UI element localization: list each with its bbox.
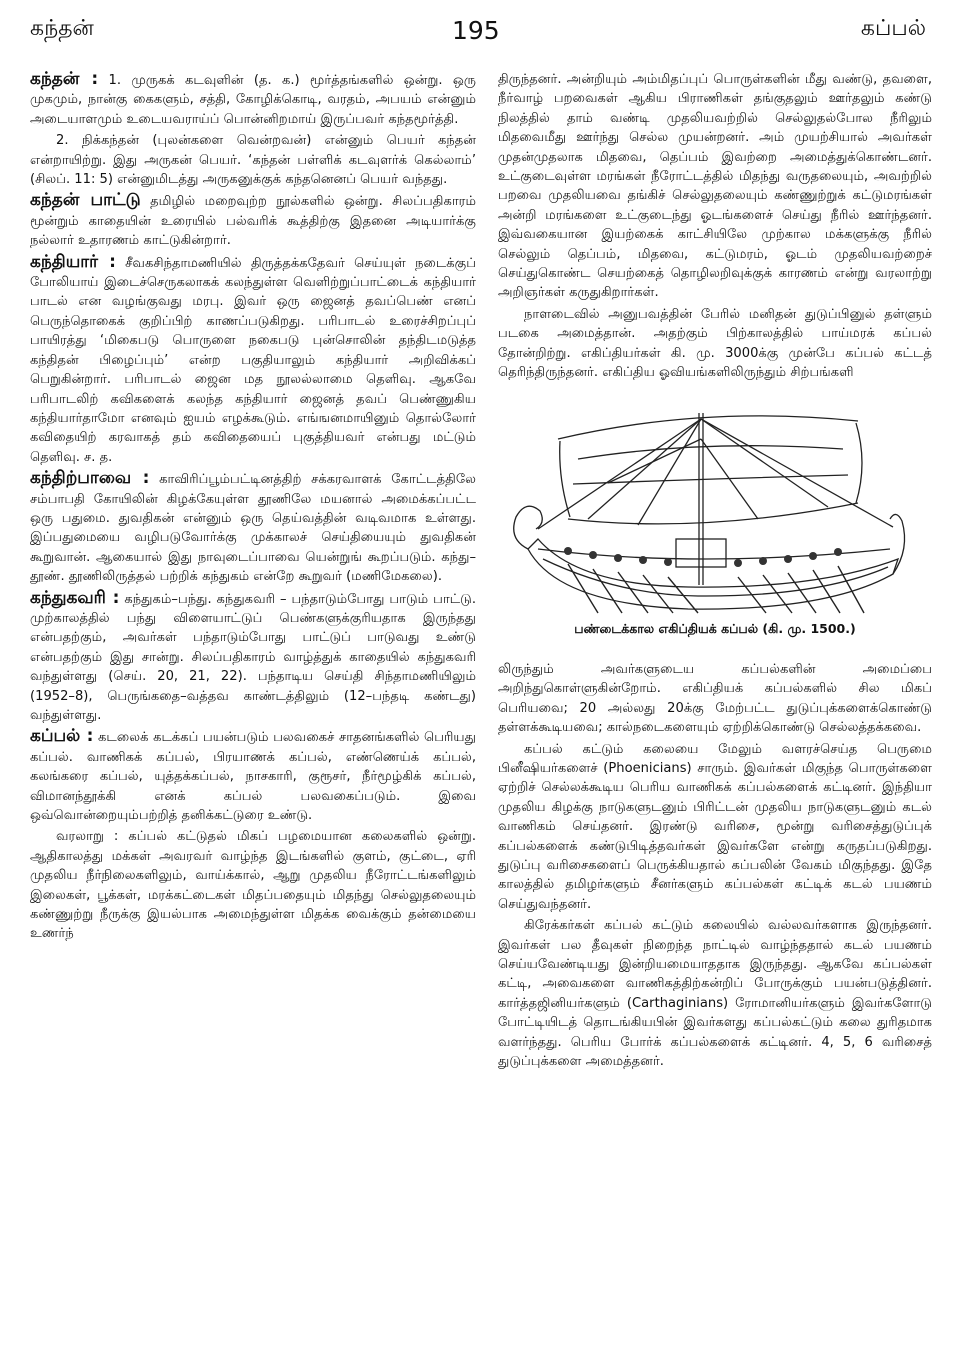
deck-cabin: [676, 539, 726, 567]
bow-ornament: [514, 506, 543, 549]
entry-text: 2. நிக்கந்தன் (புலன்களை வென்றவன்) என்னும் பெயர் கந்தன் என்றாயிற்று. இது அருகன் பெயர். ‘கந்தன் பள்ளிக் கடவுளர்க் கெல்லாம்’ (சிலப். 11: 5) என்னுமிடத்து அருகனுக்குக் கந்தனெனப் பெயர் வந்தது.: [30, 133, 476, 188]
headword: கப்பல் :: [30, 726, 94, 747]
entry-text: காவிரிப்பூம்பட்டினத்திற் சக்கரவாளக் கோட்டத்திலே சம்பாபதி கோயிலின் கிழக்கேயுள்ள தூணிலே மயனால் அமைக்கப்பட்ட ஒரு பதுமை. துவதிகன் என்னும் ஒரு தெய்வத்தின் வடிவமாக உள்ளது. இப்பதுமையை வழிபடுவோர்க்கு முக்காலச் செய்தியையும் துவதிகன் கூறுவான். ஆகையால் இது நாவுடைப்பாவை யென்றுங் கூறப்படும். கந்து–தூண். தூணிலிருத்தல் பற்றிக் கந்துகம் என்றே கூறுவர் (மணிமேகலை).: [30, 472, 476, 585]
entry-kandhiyaar: [30, 253, 476, 467]
rigging: [538, 419, 701, 529]
headword: கந்துகவரி :: [30, 587, 120, 608]
headword: கந்தன் :: [30, 69, 99, 89]
entry-text: வரலாறு : கப்பல் கட்டுதல் மிகப் பழமையான கலைகளில் ஒன்று. ஆதிகாலத்து மக்கள் அவரவர் வாழ்ந்த இடங்களில் குளம், குட்டை, ஏரி முதலிய நீர்நிலைகளிலும், வாய்க்கால், ஆறு முதலிய நீரோட்டங்களிலும் இலைகள், பூக்கள், மரக்கட்டைகள் மிதப்பதையும் மிதந்து செல்லுதலையும் கண்ணுற்று நீருக்கு இயல்பாக அமைந்துள்ள மிதக்க வைக்கும் தன்மையை உணர்ந்: [30, 829, 476, 942]
egyptian-ship-illustration: [498, 399, 932, 615]
oars: [568, 564, 864, 613]
page-number: 195: [452, 16, 500, 45]
entry-kandhukavari: [30, 589, 476, 726]
stern-post: [890, 514, 905, 574]
paragraph: லிருந்தும் அவர்களுடைய கப்பல்களின் அமைப்பை அறிந்துகொள்ளுகின்றோம். எகிப்தியக் கப்பல்களில் சில மிகப் பெரியவை; 20 அல்லது 20க்கு மேற்பட்ட துடுப்புக்களைக்கொண்டு தள்ளக்கூடியவை; கால்நடைகளையும் ஏற்றிக்கொண்டு செல்லத்தக்கவை.: [498, 661, 932, 736]
running-head-left: கந்தன்: [30, 16, 94, 41]
left-column: [30, 70, 476, 946]
entry-text: 1. முருகக் கடவுளின் (த. க.) மூர்த்தங்களில் ஒன்று. ஒரு முகமும், நான்கு கைகளும், சத்தி, கோழிக்கொடி, வரதம், அபயம் என்னும் அடையாளமும் உடையவராய்ப் பொன்னிறமாய் இருப்பவர் கந்தமூர்த்தி.: [30, 73, 476, 127]
headword: கந்திற்பாவை :: [30, 468, 150, 489]
entry-text: தமிழில் மறைவுற்ற நூல்களில் ஒன்று. சிலப்பதிகாரம் மூன்றும் காதையின் உரையில் பல்வரிக் கூத்திற்கு இதனை அடியார்க்கு நல்லார் உதாரணம் காட்டுகின்றார்.: [30, 194, 476, 249]
entry-kandhan-2: [30, 131, 476, 189]
upper-yard: [558, 415, 858, 438]
paragraph: திருந்தனர். அன்றியும் அம்மிதப்புப் பொருள்களின் மீது வண்டு, தவளை, நீர்வாழ் பறவைகள் ஆகிய பிராணிகள் தங்குதலும் ஊர்தலும் கண்டு நிலத்தில் தாம் வண்டி முதலியவற்றில் செல்லுதல்போல நீரிலும் மிதவைமீது ஊர்ந்து செல்ல முயன்றனர். அம் முயற்சியால் அவர்கள் முதன்முதலாக மிதவை, தெப்பம் இவற்றை அமைத்துக்கொண்டனர். உட்குடைவுள்ள மரங்கள் நீரோட்டத்தில் மிதந்து வருதலையும், அவற்றில் பறவை முதலியவை தங்கிச் செல்லுதலையும் கண்ணுற்றுக் கட்டுமரங்கள் அன்றி மரங்களை உட்குடைந்து ஓடங்களைச் செய்து நீரில் ஊர்ந்தனர். இவ்வகையான இயற்கைக் காட்சியிலே முற்கால மக்களுக்கு நீரில் செல்லும் தெப்பம், மிதவை, கட்டுமரம், ஓடம் முதலியவற்றைச் செய்துகொண்ட செயற்கைத் தொழிலறிவுக்குக் காரணம் என்று வரலாற்று அறிஞர்கள் கருதுகிறார்கள்.: [498, 72, 932, 301]
headword: கந்தன் பாட்டு: [30, 190, 141, 211]
lower-yard: [568, 503, 858, 524]
entry-kandhirpaavai: [30, 469, 476, 586]
entry-text: கந்துகம்–பந்து. கந்துகவரி – பந்தாடும்போது பாடும் பாட்டு. முற்காலத்தில் பந்து விளையாட்டுப் பெண்களுக்குரியதாக இருந்தது என்பதற்கும், அவர்கள் பந்தாடும்போது பாட்டுப் பாடுவது உண்டு என்பதற்கும் இது சான்று. சிலப்பதிகாரம் வாழ்த்துக் காதையில் கந்துகவரி வந்துள்ளது (செய். 20, 21, 22). பந்தாடிய செய்தி சிந்தாமணியிலும் (1952–8), பெருங்கதை–வத்தவ காண்டத்திலும் (12–பந்தடி கண்டது) வந்துள்ளது.: [30, 591, 476, 723]
entry-kappal: [30, 727, 476, 825]
paragraph: கிரேக்கர்கள் கப்பல் கட்டும் கலையில் வல்லவர்களாக இருந்தனர். இவர்கள் பல தீவுகள் நிறைந்த நாட்டில் வாழ்ந்ததால் கடல் பயணம் செய்யவேண்டியது இன்றியமையாததாக இருந்தது. ஆகவே கப்பல்கள் கட்டி, அவைகளை வாணிகத்திற்கன்றிப் போருக்கும் பயன்படுத்தினர். கார்த்தஜினியர்களும் (Carthaginians) ரோமானியர்களும் இவர்களோடு போட்டியிடத் தொடங்கியபின் இவர்களது கப்பல்கட்டும் கலை துரிதமாக வளர்ந்தது. பெரிய போர்க் கப்பல்களைக் கட்டினர். 4, 5, 6 வரிசைத் துடுப்புக்களை அமைத்தனர்.: [498, 918, 932, 1070]
entry-kandhan-1: [30, 70, 476, 129]
ship-drawing: [498, 399, 932, 615]
right-column: [498, 70, 932, 1073]
headword: கந்தியார் :: [30, 251, 116, 272]
paragraph: கப்பல் கட்டும் கலையை மேலும் வளரச்செய்த பெருமை பினீஷியர்களைச் (Phoenicians) சாரும். இவர்கள் மிகுந்த பொருள்களை ஏற்றிச் செல்லக்கூடிய பெரிய வாணிகக் கப்பல்களைக் கட்டினர். இந்தியா முதலிய கிழக்கு நாடுகளுடனும் பிரிட்டன் முதலிய நாடுகளுடனும் கடல் வாணிகம் செய்தனர். இரண்டு வரிசை, மூன்று வரிசைத்துடுப்புக் கப்பல்களைக் கண்டுபிடித்தவர்கள் இவர்களே என்று கருதப்படுகிறது. துடுப்பு வரிசைகளைப் பெருக்கியதால் கப்பலின் வேகம் மிகுந்தது. இதே காலத்தில் தமிழர்களும் சீனர்களும் கப்பல்கள் கட்டிக் கடல் பயணம் செய்துவந்தனர்.: [498, 741, 932, 912]
entry-kappal-history: [30, 827, 476, 943]
running-head-right: கப்பல்: [860, 16, 926, 41]
figure-caption: பண்டைக்கால எகிப்தியக் கப்பல் (கி. மு. 1500.): [574, 620, 856, 636]
entry-kandhan-paattu: [30, 191, 476, 250]
paragraph: நாளடைவில் அனுபவத்தின் பேரில் மனிதன் துடுப்பினுல் தள்ளும் படகை அமைத்தான். அதற்கும் பிற்காலத்தில் பாய்மரக் கப்பல் தோன்றிற்று. எகிப்தியர்கள் கி. மு. 3000க்கு முன்பே கப்பல் கட்டத் தெரிந்திருந்தனர். எகிப்திய ஓவியங்களிலிருந்தும் சிற்பங்களி: [498, 306, 932, 381]
entry-text: கடலைக் கடக்கப் பயன்படும் பலவகைச் சாதனங்களில் பெரியது கப்பல். வாணிகக் கப்பல், பிரயாணக் கப்பல், எண்ணெய்க் கப்பல், கலங்கரை கப்பல், யுத்தக்கப்பல், நாசகாரி, குரூசர், நீர்மூழ்கிக் கப்பல், விமானந்தூக்கி எனக் கப்பல் பலவகைப்படும். இவை ஒவ்வொன்றையும்பற்றித் தனிக்கட்டுரை உண்டு.: [30, 730, 476, 824]
entry-text: சீவகசிந்தாமணியில் திருத்தக்கதேவர் செய்யுள் நடைக்குப் போலியாய் இடைச்செருகலாகக் கலந்துள்ள வெளிற்றுப்பாட்டைக் கந்தியார் பாடல் என வழங்குவது மரபு. இவர் ஒரு ஜைனத் தவப்பெண் எனப் பெருந்தொகைக் குறிப்பிற் காணப்படுகிறது. பரிபாடல் உரைச்சிறப்புப் பாயிரத்து ‘மிகைபடு பொருளை நகைபடு புன்சொலின் தந்திடமடுத்த கந்திதன் பிழைப்பும்’ என்ற பகுதியாலும் கந்தியார் அறிவிக்கப் பெறுகின்றார். பரிபாடல் ஜைன மத நூலல்லாமை தெளிவு. ஆகவே பரிபாடலிற் கவிகளைக் கலந்த கந்தியார் ஜைனத் தவப் பெண்ணுகிய கந்தியார்தாமோ எனவும் ஐயம் எழக்கூடும். எங்ஙனமாயினும் தொல்லோர் கவிதையிற் கரவாகத் தம் கவிதையைப் புகுத்தியவர் என்பது மட்டும் தெளிவு. ச. த.: [30, 255, 476, 465]
